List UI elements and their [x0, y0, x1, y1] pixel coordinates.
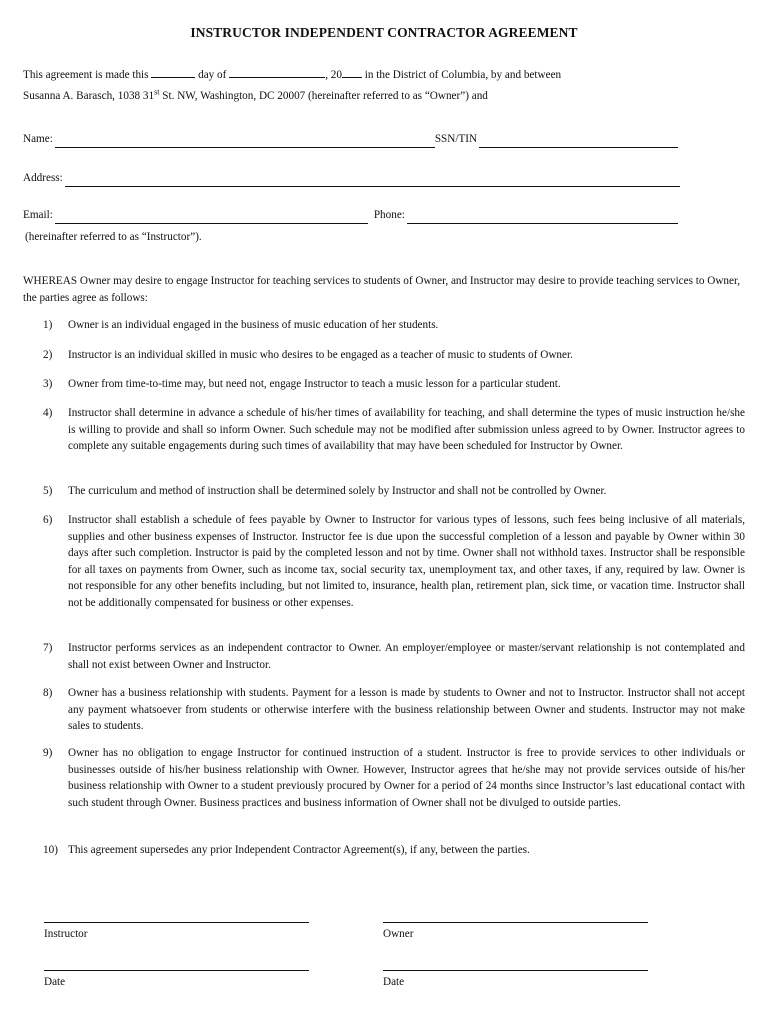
phone-field[interactable]: [407, 211, 678, 224]
owner-address-sup: st: [154, 87, 160, 97]
item-text: Owner has no obligation to engage Instructor for continued instruction of a student. Instructor is free to provide services to other individuals or businesses outside of his/her business relationship with Owner. However, Instructor agrees that he/she may not provide services outside of his/her business relationship with Owner to a student previously procured by Owner for a period of 24 months since Instructor’s last educational contact with such student through Owner. Business practices and business information of Owner shall not be divulged to outside parties.: [68, 747, 745, 809]
item-text: Instructor is an individual skilled in music who desires to be engaged as a teacher of music to students of Owner.: [68, 349, 573, 361]
list-item: [43, 640, 745, 673]
owner-address-a: Susanna A. Barasch, 1038 31: [23, 90, 155, 102]
list-item: [43, 685, 745, 735]
instructor-signature-label: Instructor: [44, 928, 88, 940]
month-blank[interactable]: [229, 66, 325, 78]
list-item: [43, 347, 745, 364]
whereas-paragraph: WHEREAS Owner may desire to engage Instructor for teaching services to students of Owner, and Instructor may desire to provide teaching services to Owner, the parties agree as follows:: [23, 275, 741, 304]
instructor-reference: (hereinafter referred to as “Instructor”).: [25, 231, 202, 243]
ssn-label: SSN/TIN: [434, 133, 478, 145]
instructor-signature-line[interactable]: [44, 922, 309, 923]
intro-line-2: [23, 88, 488, 105]
email-phone-row: [23, 207, 678, 224]
name-label: Name:: [23, 133, 53, 145]
item-text: Owner from time-to-time may, but need not, engage Instructor to teach a music lesson for a particular student.: [68, 378, 561, 390]
address-row: [23, 170, 680, 187]
address-field[interactable]: [65, 174, 680, 187]
owner-date-label: Date: [383, 976, 405, 988]
owner-date-line[interactable]: [383, 970, 648, 971]
list-item: [43, 405, 745, 455]
instructor-date-line[interactable]: [44, 970, 309, 971]
item-text: Instructor shall determine in advance a schedule of his/her times of availability for teaching, and shall determine the types of music instruction he/she is willing to provide and shall so inform Owner. Such schedule may not be modified after submission unless agreed to by Owner. Instructor agrees to complete any suitable engagements during such times of availability that may have been scheduled for Instructor by Owner.: [68, 407, 745, 452]
list-item: [43, 483, 745, 500]
email-field[interactable]: [55, 211, 368, 224]
item-text: Instructor shall establish a schedule of fees payable by Owner to Instructor for various types of lessons, such fees being inclusive of all materials, supplies and other business expenses of Instructor. Instructor fee is due upon the successful completion of a lesson and payable by Owner within 30 days after such completion. Instructor is paid by the completed lesson and not by time. Owner shall not withhold taxes. Instructor shall be responsible for all taxes on payments from Owner, such as income tax, social security tax, unemployment tax, and other taxes, if any, required by law. Owner is not responsible for any other benefits including, but not limited to, insurance, health plan, retirement plan, sick time, or vacation time. Instructor shall not be additionally compensated for business or other expenses.: [68, 514, 745, 609]
item-number: 1): [43, 319, 53, 331]
intro-text-4: in the District of Columbia, by and between: [364, 69, 562, 81]
list-item: [43, 512, 745, 611]
item-text: The curriculum and method of instruction shall be determined solely by Instructor and shall not be controlled by Owner.: [68, 485, 607, 497]
name-field[interactable]: [55, 135, 435, 148]
intro-line-1: [23, 66, 561, 84]
ssn-field[interactable]: [479, 135, 678, 148]
year-blank[interactable]: [342, 66, 362, 78]
item-number: 9): [43, 747, 53, 759]
list-item: [43, 376, 745, 393]
item-text: Instructor performs services as an independent contractor to Owner. An employer/employee or master/servant relationship is not contemplated and shall not exist between Owner and Instructor.: [68, 642, 745, 671]
address-label: Address:: [23, 172, 63, 184]
document-title: INSTRUCTOR INDEPENDENT CONTRACTOR AGREEMENT: [190, 25, 578, 40]
list-item: [43, 317, 745, 334]
name-ssn-row: [23, 131, 678, 148]
item-number: 2): [43, 349, 53, 361]
item-number: 5): [43, 485, 53, 497]
intro-text-3: , 20: [325, 69, 342, 81]
list-item: [43, 842, 745, 859]
item-number: 7): [43, 642, 53, 654]
item-text: Owner has a business relationship with students. Payment for a lesson is made by students to Owner and not to Instructor. Instructor shall not accept any payment whatsoever from students or otherwise interfere with the business relationship between Owner and students. Instructor may not make sales to students.: [68, 687, 745, 732]
item-number: 6): [43, 514, 53, 526]
item-text: This agreement supersedes any prior Independent Contractor Agreement(s), if any, between the parties.: [68, 844, 530, 856]
item-number: 3): [43, 378, 53, 390]
day-blank[interactable]: [151, 66, 195, 78]
instructor-date-label: Date: [44, 976, 66, 988]
owner-address-b: St. NW, Washington, DC 20007 (hereinafter referred to as “Owner”) and: [162, 90, 488, 102]
item-number: 8): [43, 687, 53, 699]
intro-text-1: This agreement is made this: [23, 69, 149, 81]
owner-signature-label: Owner: [383, 928, 414, 940]
list-item: [43, 745, 745, 811]
intro-text-2: day of: [198, 69, 227, 81]
item-number: 10): [43, 844, 58, 856]
item-text: Owner is an individual engaged in the business of music education of her students.: [68, 319, 439, 331]
item-number: 4): [43, 407, 53, 419]
owner-signature-line[interactable]: [383, 922, 648, 923]
phone-label: Phone:: [373, 209, 405, 221]
email-label: Email:: [23, 209, 53, 221]
